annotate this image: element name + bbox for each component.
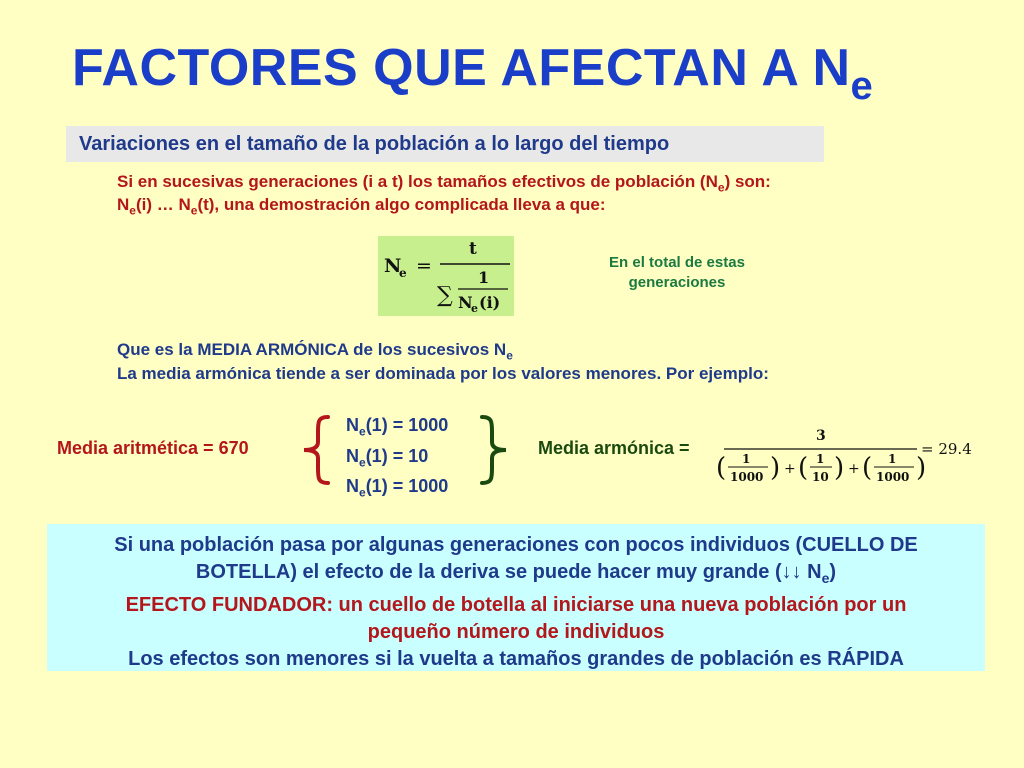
svg-text:1000: 1000: [730, 470, 764, 484]
founder-effect-line-1: EFECTO FUNDADOR: un cuello de botella al iniciarse una nueva población por un: [125, 594, 907, 616]
harmonic-mean-label: Media armónica =: [538, 438, 690, 458]
bottleneck-box: [47, 524, 985, 671]
right-brace-icon: [476, 414, 512, 486]
left-brace-icon: [298, 414, 334, 486]
formula-lhs-sub: e: [399, 266, 407, 280]
svg-text:): ): [916, 453, 927, 483]
ne-value-item: $N_e(1) = 10$: [346, 445, 429, 470]
arithmetic-mean-label: Media aritmética = 670: [57, 438, 249, 458]
svg-text:(i): (i): [479, 293, 501, 312]
intro-line-1: Si en sucesivas generaciones (i a t) los tamaños efectivos de población $(N_e)$ son:: [117, 172, 771, 195]
ne-formula: [378, 236, 514, 316]
svg-text:1000: 1000: [876, 470, 910, 484]
svg-text:): ): [770, 453, 781, 483]
svg-text:1: 1: [742, 452, 751, 466]
bottleneck-line-1: Si una población pasa por algunas generaciones con pocos individuos (CUELLO DE: [114, 534, 918, 556]
svg-text:+: +: [848, 461, 860, 477]
harmonic-mean-formula: [712, 420, 982, 490]
svg-text:(: (: [798, 453, 809, 483]
svg-text:): ): [834, 453, 845, 483]
svg-text:(: (: [716, 453, 727, 483]
formula-equals: =: [416, 255, 432, 277]
ne-values-list: [346, 413, 448, 505]
formula-lhs: N: [384, 255, 402, 277]
recovery-line: Los efectos son menores si la vuelta a tamaños grandes de población es RÁPIDA: [128, 648, 904, 670]
formula-note: En el total de estas generaciones: [609, 254, 745, 291]
ne-value-item: $N_e(1) = 1000$: [346, 415, 449, 439]
harmonic-line-1: Que es la MEDIA ARMÓNICA de los sucesivos $N_e$: [117, 340, 513, 363]
svg-text:e: e: [471, 302, 478, 315]
title-subscript: e: [850, 64, 874, 108]
page-title: FACTORES QUE AFECTAN A $N_e$: [72, 39, 874, 108]
svg-text:1: 1: [888, 452, 897, 466]
banner-text: Variaciones en el tamaño de la población a lo largo del tiempo: [79, 133, 670, 155]
svg-text:+: +: [784, 461, 796, 477]
ne-value-item: $N_e(1) = 1000$: [346, 476, 449, 500]
formula-inner-numerator: 1: [478, 268, 490, 287]
harmonic-numerator: 3: [816, 428, 826, 444]
harmonic-line-2: La media armónica tiende a ser dominada por los valores menores. Por ejemplo:: [117, 364, 769, 383]
founder-effect-line-2: pequeño número de individuos: [367, 621, 665, 643]
svg-text:10: 10: [812, 470, 829, 484]
bottleneck-line-2: BOTELLA) el efecto de la deriva se puede hacer muy grande (↓↓ $N_e$): [195, 561, 837, 586]
section-banner: [66, 126, 824, 162]
formula-sum: ∑: [437, 283, 453, 308]
harmonic-result: = 29.4: [921, 440, 972, 458]
intro-line-2: $N_e(i)$ … $N_e(t)$, una demostración algo complicada lleva a que:: [117, 195, 606, 218]
svg-text:(: (: [862, 453, 873, 483]
formula-inner-denominator: N: [458, 293, 473, 312]
svg-text:1: 1: [816, 452, 825, 466]
formula-numerator: t: [469, 239, 477, 259]
